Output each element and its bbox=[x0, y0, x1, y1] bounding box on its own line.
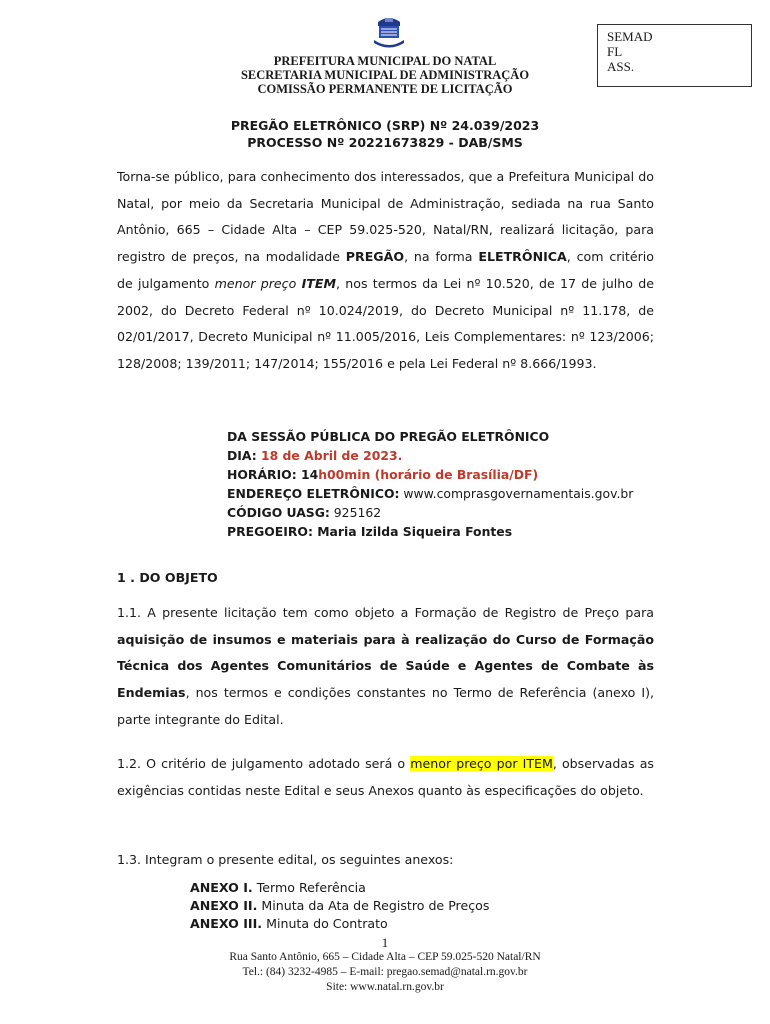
page-number: 1 bbox=[381, 935, 389, 950]
paragraph-1-3: 1.3. Integram o presente edital, os seguintes anexos: bbox=[117, 852, 454, 867]
session-info bbox=[227, 427, 667, 541]
session-date: DIA: 18 de Abril de 2023. bbox=[227, 448, 403, 463]
session-time: HORÁRIO: 14h00min (horário de Brasília/DF) bbox=[227, 467, 539, 482]
stamp-line-fl: FL bbox=[607, 44, 623, 59]
footer-address: Rua Santo Antônio, 665 – Cidade Alta – CEP 59.025-520 Natal/RN bbox=[229, 951, 541, 963]
header-prefeitura: PREFEITURA MUNICIPAL DO NATAL bbox=[273, 54, 497, 68]
session-heading: DA SESSÃO PÚBLICA DO PREGÃO ELETRÔNICO bbox=[227, 429, 550, 444]
intro-paragraph: Torna-se público, para conhecimento dos interessados, que a Prefeitura Municipal do Natal, por meio da Secretaria Municipal de Administração, sediada na rua Santo Antônio, 665 – Cidade Alta – CEP 59.025-520, Natal/RN, realizará licitação, para registro de preços, na modalidade PREGÃO, na forma ELETRÔNICA, com critério de julgamento menor preço ITEM, nos termos da Lei nº 10.520, de 17 de julho de 2002, do Decreto Federal nº 10.024/2019, do Decreto Municipal nº 11.178, de 02/01/2017, Decreto Municipal nº 11.005/2016, Leis Complementares: nº 123/2006; 128/2008; 139/2011; 147/2014; 155/2016 e pela Lei Federal nº 8.666/1993. bbox=[117, 169, 655, 371]
stamp-line-ass: ASS. bbox=[607, 59, 635, 74]
footer-site: Site: www.natal.rn.gov.br bbox=[326, 981, 444, 993]
coat-of-arms-logo bbox=[370, 12, 408, 52]
document-title: PREGÃO ELETRÔNICO (SRP) Nº 24.039/2023 bbox=[230, 118, 540, 133]
session-uasg: CÓDIGO UASG: 925162 bbox=[227, 505, 382, 520]
annex-list bbox=[190, 879, 489, 933]
session-address: ENDEREÇO ELETRÔNICO: www.comprasgovernamentais.gov.br bbox=[227, 486, 634, 501]
annex-item: ANEXO II. Minuta da Ata de Registro de Preços bbox=[190, 898, 490, 913]
annex-item: ANEXO I. Termo Referência bbox=[190, 880, 366, 895]
section-heading-objeto: 1 . DO OBJETO bbox=[117, 570, 218, 585]
session-pregoeiro: PREGOEIRO: Maria Izilda Siqueira Fontes bbox=[227, 524, 513, 539]
paragraph-1-2: 1.2. O critério de julgamento adotado será o menor preço por ITEM, observadas as exigências contidas neste Edital e seus Anexos quanto às especificações do objeto. bbox=[117, 756, 654, 798]
header-secretaria: SECRETARIA MUNICIPAL DE ADMINISTRAÇÃO bbox=[240, 68, 530, 82]
stamp-line-semad: SEMAD bbox=[607, 29, 653, 44]
annex-item: ANEXO III. Minuta do Contrato bbox=[190, 916, 388, 931]
paragraph-1-1: 1.1. A presente licitação tem como objeto a Formação de Registro de Preço para aquisição de insumos e materiais para à realização do Curso de Formação Técnica dos Agentes Comunitários de Saúde e Agentes de Combate às Endemias, nos termos e condições constantes no Termo de Referência (anexo I), parte integrante do Edital. bbox=[117, 605, 654, 727]
header-comissao: COMISSÃO PERMANENTE DE LICITAÇÃO bbox=[257, 82, 513, 96]
footer-contact: Tel.: (84) 3232-4985 – E-mail: pregao.semad@natal.rn.gov.br bbox=[242, 966, 528, 978]
process-number: PROCESSO Nº 20221673829 - DAB/SMS bbox=[247, 135, 523, 150]
footer bbox=[0, 950, 770, 995]
highlighted-criterion: menor preço por ITEM bbox=[410, 756, 553, 771]
